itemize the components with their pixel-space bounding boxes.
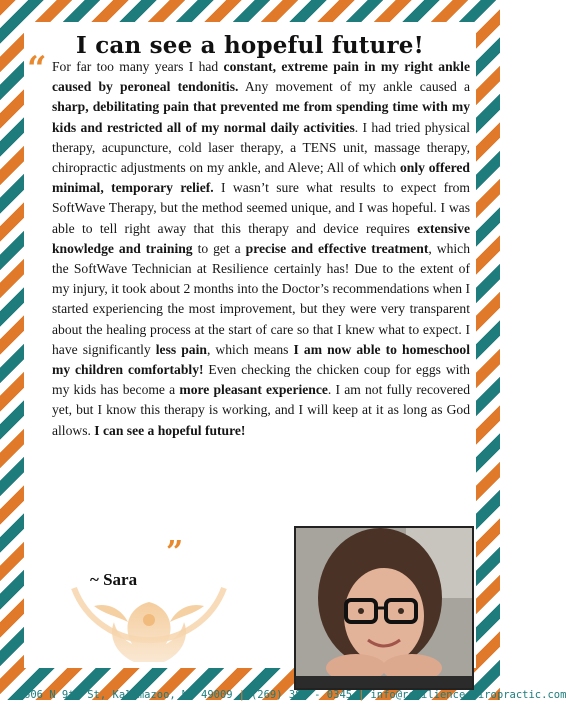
testimonial-emphasis: I can see a hopeful future!	[94, 422, 246, 438]
testimonial-card	[24, 22, 566, 701]
testimonial-run: to get a	[192, 240, 246, 256]
portrait-image	[296, 528, 472, 688]
footer-separator: |	[238, 689, 245, 701]
testimonial-run: I wasn’t sure what results to expect from SoftWave Therapy, but the method seemed unique, and I was hopeful. I was able to tell right away that this therapy and device requires	[52, 180, 470, 236]
testimonial-text	[52, 57, 470, 441]
testimonial-emphasis: I am now able to homeschool my children comfortably!	[52, 341, 470, 378]
contact-footer	[24, 686, 566, 704]
open-quote-mark: “	[27, 49, 47, 89]
testimonial-run: Even checking the chicken coup for eggs with my kids has become a	[52, 362, 470, 398]
testimonial-emphasis: only offered minimal, temporary relief.	[52, 160, 470, 196]
testimonial-run: . I am not fully recovered yet, but I know this therapy is working, and I will keep at it as long as God allows.	[52, 382, 470, 438]
footer-phone: (269) 389 - 0345	[250, 689, 353, 701]
testimonial-run: , which the SoftWave Technician at Resilience certainly has! Due to the extent of my injury, it took about 2 months into the Doctor’s recommendations when I started experiencing the most improvement, but they were very transparent about the healing process at the start of care so that I knew what to expect. I have significantly	[52, 240, 470, 357]
footer-email: info@resiliencechiropractic.com	[370, 689, 566, 701]
testimonial-emphasis: precise and effective treatment	[245, 240, 429, 256]
signature: ~ Sara	[90, 570, 138, 589]
testimonial-emphasis: sharp, debilitating pain that prevented me from spending time with my kids and restricted all of my normal daily activities	[52, 99, 470, 135]
footer-address: 606 N 9th St, Kalamazoo, MI 49009	[24, 689, 233, 701]
close-quote-mark: ”	[166, 535, 184, 570]
testimonial-run: For far too many years I had	[52, 59, 224, 74]
testimonial-emphasis: more pleasant experience	[179, 382, 328, 398]
testimonial-emphasis: extensive knowledge and training	[52, 220, 470, 256]
phoenix-logo-icon	[54, 582, 244, 668]
testimonial-run: Any movement of my ankle caused a	[238, 79, 470, 95]
testimonial-run: . I had tried physical therapy, acupuncture, cold laser therapy, a TENS unit, massage therapy, chiropractic adjustments on my ankle, and Aleve; All of which	[52, 119, 470, 176]
testimonial-run: , which means	[206, 341, 294, 357]
testimonial-emphasis: less pain	[155, 341, 207, 357]
testimonial-emphasis: constant, extreme pain in my right ankle caused by peroneal tendonitis.	[52, 59, 470, 95]
page-title: I can see a hopeful future!	[76, 32, 424, 59]
customer-photo	[294, 526, 474, 690]
footer-separator: |	[358, 689, 365, 701]
